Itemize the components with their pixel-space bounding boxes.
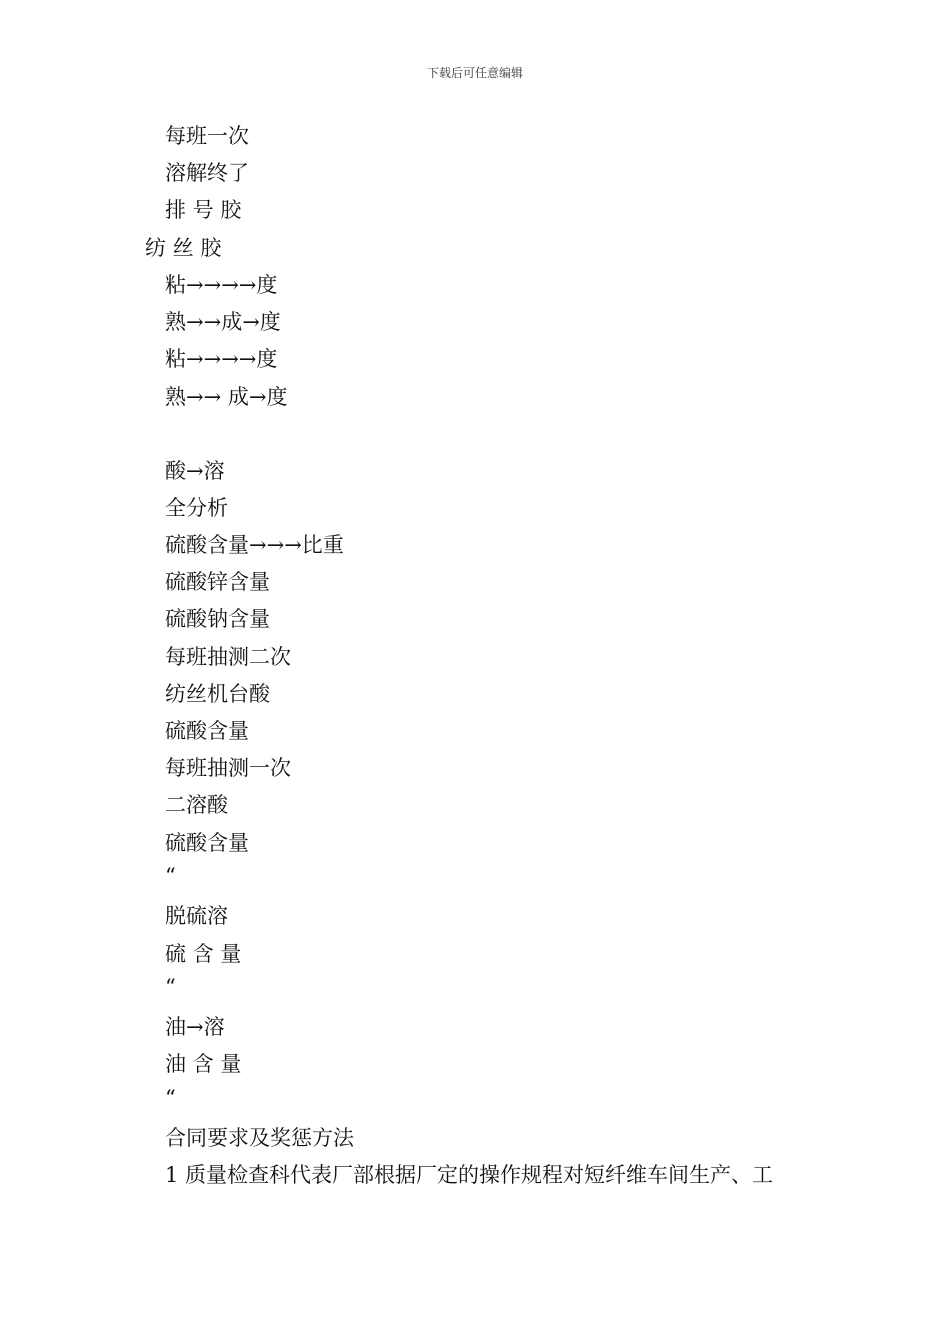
text-line: 硫 含 量: [165, 942, 242, 966]
text-line: 脱硫溶: [165, 904, 228, 928]
text-line: 每班一次: [165, 124, 249, 148]
section-heading: 合同要求及奖惩方法: [165, 1126, 354, 1150]
text-line: 溶解终了: [165, 161, 249, 185]
text-line: 熟→→ 成→度: [165, 385, 288, 409]
text-line: 排 号 胶: [165, 198, 242, 222]
text-line: 纺 丝 胶: [145, 236, 222, 260]
text-line: 每班抽测一次: [165, 756, 291, 780]
text-line: 油→溶: [165, 1015, 225, 1039]
text-line: 纺丝机台酸: [165, 682, 270, 706]
text-line: 全分析: [165, 496, 228, 520]
text-line: 二溶酸: [165, 793, 228, 817]
text-line: 熟→→成→度: [165, 310, 281, 334]
text-line: 硫酸锌含量: [165, 570, 270, 594]
text-line: 油 含 量: [165, 1052, 242, 1076]
paragraph-line: 1 质量检查科代表厂部根据厂定的操作规程对短纤维车间生产、工: [165, 1163, 774, 1187]
text-line: 粘→→→→度: [165, 273, 278, 297]
text-line: 硫酸含量→→→比重: [165, 533, 344, 557]
text-line: 粘→→→→度: [165, 347, 278, 371]
text-line: 每班抽测二次: [165, 645, 291, 669]
text-line: 硫酸含量: [165, 719, 249, 743]
page-header: 下载后可任意编辑: [426, 66, 523, 80]
text-line: “: [165, 975, 176, 999]
text-line: 酸→溶: [165, 459, 225, 483]
text-line: “: [165, 864, 176, 888]
text-line: 硫酸钠含量: [165, 607, 270, 631]
text-line: 硫酸含量: [165, 831, 249, 855]
text-line: “: [165, 1086, 176, 1110]
